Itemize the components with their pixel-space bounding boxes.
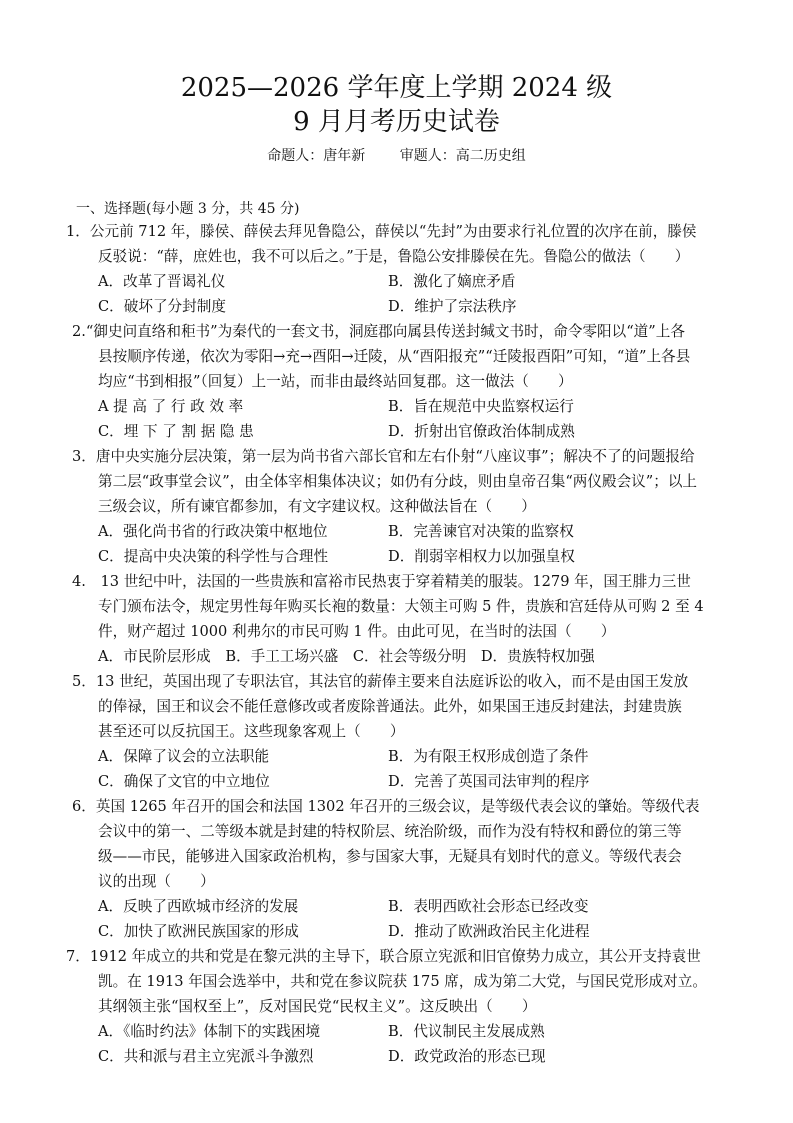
option-d[interactable]: D．推动了欧洲政治民主化进程 [388, 923, 590, 940]
question-line: 3．唐中央实施分层决策，第一层为尚书省六部长官和左右仆射“八座议事”；解决不了的问题报给 [72, 448, 695, 465]
question-line: 专门颁布法令，规定男性每年购买长袍的数量：大领主可购 5 件，贵族和宫廷侍从可购 2 至 4 [98, 598, 704, 615]
option-a[interactable]: A．《临时约法》体制下的实践困境 [98, 1023, 321, 1040]
question-line: 1．公元前 712 年，滕侯、薛侯去拜见鲁隐公，薛侯以“先封”为由要求行礼位置的次序在前，滕侯 [66, 223, 697, 240]
option-c[interactable]: C．提高中央决策的科学性与合理性 [98, 548, 329, 565]
question-line: 5．13 世纪，英国出现了专职法官，其法官的薪俸主要来自法庭诉讼的收入，而不是由国王发放 [72, 673, 689, 690]
option-d[interactable]: D．削弱宰相权力以加强皇权 [388, 548, 575, 565]
question-5 [72, 669, 688, 744]
option-d[interactable]: D．完善了英国司法审判的程序 [388, 773, 590, 790]
question-line: 2.“御史问直络和秬书”为秦代的一套文书，洞庭郡向属县传送封缄文书时，命令零阳以“道”上各 [72, 323, 685, 340]
question-4 [72, 569, 704, 644]
exam-title-line2: 9 月月考历史试卷 [293, 107, 500, 137]
question-line: 议的出现（ ） [98, 873, 215, 890]
question-line: 三级会议，所有谏官都参加，有文字建议权。这种做法旨在（ ） [98, 498, 536, 515]
reviewer-name: 审题人：高二历史组 [399, 148, 526, 164]
question-7 [66, 944, 707, 1019]
option-a[interactable]: A．市民阶层形成 [98, 648, 211, 665]
question-line: 均应“书到相报”（回复）上一站，而非由最终站回复郡。这一做法（ ） [98, 373, 573, 390]
question-7-options [98, 1019, 738, 1069]
option-d[interactable]: D．贵族特权加强 [480, 648, 595, 665]
author-name: 命题人：唐年新 [267, 148, 366, 164]
question-3-options [98, 519, 738, 569]
question-line: 的俸禄，国王和议会不能任意修改或者废除普通法。此外，如果国王违反封建法，封建贵族 [98, 698, 682, 715]
question-6 [72, 794, 700, 894]
question-1-options [98, 269, 738, 319]
option-b[interactable]: B．完善谏官对决策的监察权 [388, 523, 574, 540]
option-d[interactable]: D．政党政治的形态已现 [388, 1048, 546, 1065]
question-2 [72, 319, 690, 394]
option-b[interactable]: B．为有限王权形成创造了条件 [388, 748, 589, 765]
question-line: 6．英国 1265 年召开的国会和法国 1302 年召开的三级会议，是等级代表会议的肇始。等级代表 [72, 798, 700, 815]
option-a[interactable]: A．改革了晋谒礼仪 [98, 273, 226, 290]
question-4-options [98, 644, 738, 669]
option-c[interactable]: C．埋 下 了 割 据 隐 患 [98, 423, 254, 440]
option-a[interactable]: A．保障了议会的立法职能 [98, 748, 270, 765]
option-b[interactable]: B．旨在规范中央监察权运行 [388, 398, 574, 415]
option-c[interactable]: C．社会等级分明 [352, 648, 467, 665]
option-d[interactable]: D．维护了宗法秩序 [388, 298, 517, 315]
option-a[interactable]: A．反映了西欧城市经济的发展 [98, 898, 299, 915]
question-line: 会议中的第一、二等级本就是封建的特权阶层、统治阶级，而作为没有特权和爵位的第三等 [98, 823, 682, 840]
option-b[interactable]: B．表明西欧社会形态已经改变 [388, 898, 589, 915]
question-3 [72, 444, 697, 519]
question-line: 第二层“政事堂会议”，由全体宰相集体决议；如仍有分歧，则由皇帝召集“两仪殿会议”；以上 [98, 473, 698, 490]
question-5-options [98, 744, 738, 794]
option-c[interactable]: C．破坏了分封制度 [98, 298, 226, 315]
question-line: 反驳说：“薛，庶姓也，我不可以后之。”于是，鲁隐公安排滕侯在先。鲁隐公的做法（ ） [98, 248, 690, 265]
option-a[interactable]: A．强化尚书省的行政决策中枢地位 [98, 523, 328, 540]
question-line: 凯。在 1913 年国会选举中，共和党在参议院获 175 席，成为第二大党，与国民党形成对立。 [98, 973, 707, 990]
question-2-options [98, 394, 738, 444]
question-line: 级——市民，能够进入国家政治机构，参与国家大事，无疑具有划时代的意义。等级代表会 [98, 848, 682, 865]
option-a[interactable]: A 提 高 了 行 政 效 率 [98, 398, 244, 415]
question-6-options [98, 894, 738, 944]
section-heading: 一、选择题(每小题 3 分，共 45 分) [76, 201, 300, 217]
option-c[interactable]: C．加快了欧洲民族国家的形成 [98, 923, 299, 940]
exam-title-line1: 2025—2026 学年度上学期 2024 级 [180, 73, 613, 103]
option-b[interactable]: B．激化了嫡庶矛盾 [388, 273, 516, 290]
option-c[interactable]: C．共和派与君主立宪派斗争激烈 [98, 1048, 314, 1065]
option-d[interactable]: D．折射出官僚政治体制成熟 [388, 423, 575, 440]
option-b[interactable]: B．手工工场兴盛 [225, 648, 339, 665]
question-line: 7．1912 年成立的共和党是在黎元洪的主导下，联合原立宪派和旧官僚势力成立，其公开支持袁世 [66, 948, 701, 965]
option-b[interactable]: B．代议制民主发展成熟 [388, 1023, 545, 1040]
question-line: 甚至还可以反抗国王。这些现象客观上（ ） [98, 723, 405, 740]
author-line [0, 146, 793, 166]
question-line: 件，财产超过 1000 利弗尔的市民可购 1 件。由此可见，在当时的法国（ ） [98, 623, 616, 640]
option-c[interactable]: C．确保了文官的中立地位 [98, 773, 270, 790]
question-1 [66, 219, 697, 269]
question-line: 其纲领主张“国权至上”，反对国民党“民权主义”。这反映出（ ） [98, 998, 537, 1015]
question-line: 县按顺序传递，依次为零阳→充→酉阳→迁陵，从“酉阳报充”“迁陵报酉阳”可知，“道”上各县 [98, 348, 691, 365]
question-line: 4. 13 世纪中叶，法国的一些贵族和富裕市民热衷于穿着精美的服装。1279 年，国王腓力三世 [72, 573, 691, 590]
